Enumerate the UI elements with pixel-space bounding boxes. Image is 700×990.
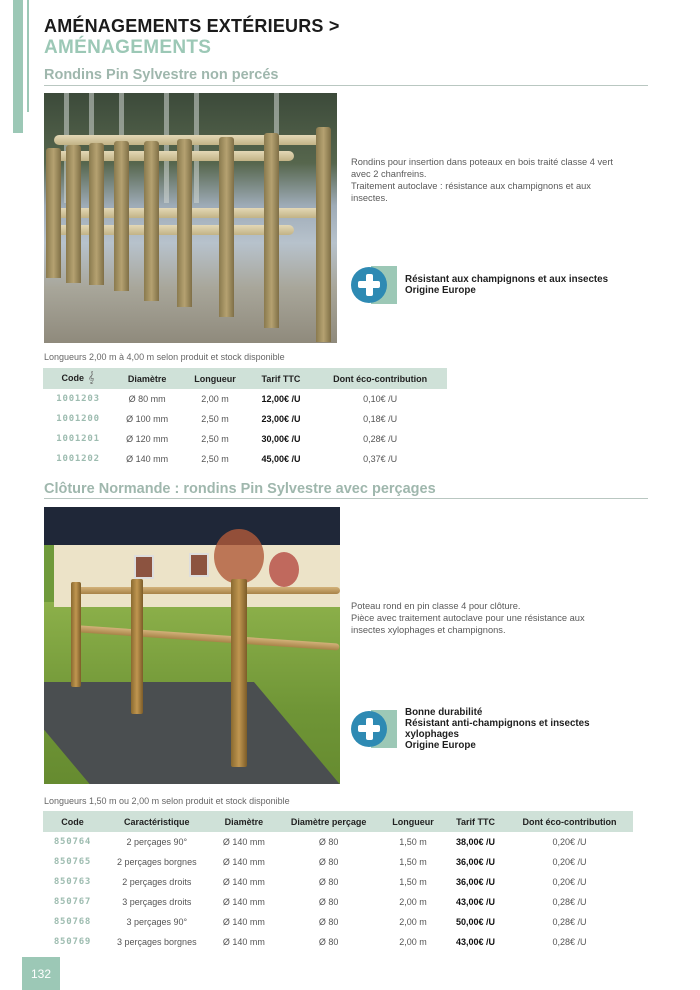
product-code: 1001202 xyxy=(56,454,100,464)
price: 23,00€ /U xyxy=(261,414,301,424)
price: 45,00€ /U xyxy=(261,454,301,464)
feature-box-cloture-normande xyxy=(351,707,590,751)
price: 43,00€ /U xyxy=(456,937,496,947)
column-header-diametre-percage: Diamètre perçage xyxy=(276,811,381,832)
table-row: 850765 2 perçages borgnes Ø 140 mm Ø 80 1,50 m 36,00€ /U 0,20€ /U xyxy=(43,852,633,872)
column-header-longueur: Longueur xyxy=(181,368,249,389)
table-row: 850768 3 perçages 90° Ø 140 mm Ø 80 2,00 m 50,00€ /U 0,28€ /U xyxy=(43,912,633,932)
column-header-caracteristique: Caractéristique xyxy=(102,811,212,832)
table-header-row xyxy=(43,811,633,832)
table-row: 850764 2 perçages 90° Ø 140 mm Ø 80 1,50 m 38,00€ /U 0,20€ /U xyxy=(43,832,633,852)
page-title: AMÉNAGEMENTS EXTÉRIEURS > xyxy=(44,16,340,36)
column-header-tarif: Tarif TTC xyxy=(249,368,313,389)
product-code: 850765 xyxy=(53,857,92,867)
product-code: 1001201 xyxy=(56,434,100,444)
table-row: 850769 3 perçages borgnes Ø 140 mm Ø 80 2,00 m 43,00€ /U 0,28€ /U xyxy=(43,932,633,952)
price-table-cloture-normande xyxy=(43,811,633,952)
column-header-code: Code 𝄞 xyxy=(43,368,113,389)
lengths-caption: Longueurs 2,00 m à 4,00 m selon produit et stock disponible xyxy=(44,352,285,362)
page-number: 132 xyxy=(22,957,60,990)
column-header-tarif: Tarif TTC xyxy=(445,811,506,832)
price: 36,00€ /U xyxy=(456,877,496,887)
product-code: 850764 xyxy=(53,837,92,847)
product-photo-cloture-normande xyxy=(44,507,340,784)
product-code: 850768 xyxy=(53,917,92,927)
price: 30,00€ /U xyxy=(261,434,301,444)
price: 43,00€ /U xyxy=(456,897,496,907)
column-header-diametre: Diamètre xyxy=(212,811,277,832)
feature-box-rondins xyxy=(351,266,608,304)
price-table-rondins xyxy=(43,368,447,469)
table-row: 850767 3 perçages droits Ø 140 mm Ø 80 2,00 m 43,00€ /U 0,28€ /U xyxy=(43,892,633,912)
price: 38,00€ /U xyxy=(456,837,496,847)
product-description-cloture-normande: Poteau rond en pin classe 4 pour clôture. Pièce avec traitement autoclave pour une résistance aux insectes xylophages et champignons. xyxy=(351,601,585,635)
product-code: 850769 xyxy=(53,937,92,947)
product-description-rondins: Rondins pour insertion dans poteaux en bois traité classe 4 vert avec 2 chanfreins. Traitement autoclave : résistance aux champignons et aux insectes. xyxy=(351,157,614,203)
product-code: 1001200 xyxy=(56,414,100,424)
table-row: 850763 2 perçages droits Ø 140 mm Ø 80 1,50 m 36,00€ /U 0,20€ /U xyxy=(43,872,633,892)
plus-icon xyxy=(351,710,399,748)
table-row: 1001202 Ø 140 mm 2,50 m 45,00€ /U 0,37€ /U xyxy=(43,449,447,469)
decorative-side-line xyxy=(27,0,29,112)
section-title-cloture-normande: Clôture Normande : rondins Pin Sylvestre avec perçages xyxy=(44,481,436,497)
price: 12,00€ /U xyxy=(261,394,301,404)
column-header-eco: Dont éco-contribution xyxy=(313,368,447,389)
price: 50,00€ /U xyxy=(456,917,496,927)
column-header-code: Code xyxy=(43,811,102,832)
table-row: 1001203 Ø 80 mm 2,00 m 12,00€ /U 0,10€ /U xyxy=(43,389,447,409)
feature-list: Bonne durabilité Résistant anti-champignons et insectes xylophages Origine Europe xyxy=(405,707,590,751)
table-row: 1001200 Ø 100 mm 2,50 m 23,00€ /U 0,18€ /U xyxy=(43,409,447,429)
section-divider xyxy=(44,85,648,86)
table-row: 1001201 Ø 120 mm 2,50 m 30,00€ /U 0,28€ /U xyxy=(43,429,447,449)
page-subtitle: AMÉNAGEMENTS xyxy=(44,37,212,58)
column-header-eco: Dont éco-contribution xyxy=(506,811,633,832)
plus-icon xyxy=(351,266,399,304)
section-title-rondins: Rondins Pin Sylvestre non percés xyxy=(44,67,279,83)
decorative-side-bar xyxy=(13,0,23,133)
section-divider xyxy=(44,498,648,499)
product-code: 850763 xyxy=(53,877,92,887)
lengths-caption: Longueurs 1,50 m ou 2,00 m selon produit et stock disponible xyxy=(44,796,290,806)
product-code: 1001203 xyxy=(56,394,100,404)
feature-list: Résistant aux champignons et aux insectes Origine Europe xyxy=(405,274,609,296)
product-code: 850767 xyxy=(53,897,92,907)
column-header-diametre: Diamètre xyxy=(113,368,181,389)
column-header-longueur: Longueur xyxy=(381,811,445,832)
price: 36,00€ /U xyxy=(456,857,496,867)
eco-clef-icon: 𝄞 xyxy=(88,372,95,384)
table-header-row xyxy=(43,368,447,389)
product-photo-rondins xyxy=(44,93,337,343)
